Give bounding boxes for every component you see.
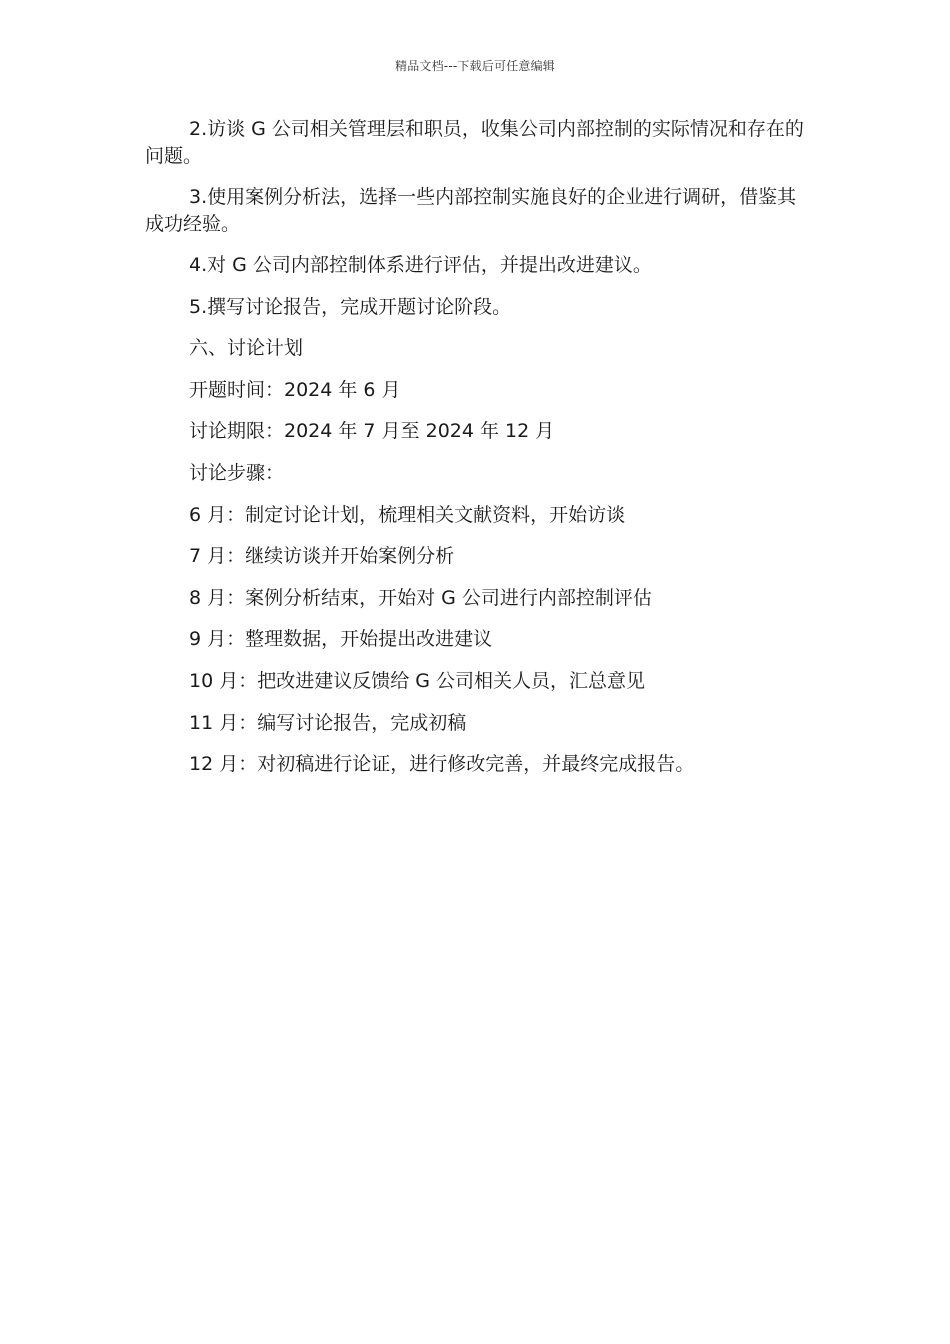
section-heading-plan: 六、讨论计划: [189, 337, 304, 360]
line-steps-label: 讨论步骤：: [189, 461, 285, 484]
step-november: 11 月：编写讨论报告，完成初稿: [189, 711, 467, 734]
page-header: 精品文档---下载后可任意编辑: [395, 59, 555, 73]
step-june: 6 月：制定讨论计划，梳理相关文献资料，开始访谈: [189, 503, 626, 526]
line-report: 5.撰写讨论报告，完成开题讨论阶段。: [189, 295, 512, 318]
paragraph-interview: 2.访谈 G 公司相关管理层和职员，收集公司内部控制的实际情况和存在的问题。: [145, 118, 804, 167]
step-september: 9 月：整理数据，开始提出改进建议: [189, 628, 493, 651]
step-december: 12 月：对初稿进行论证，进行修改完善，并最终完成报告。: [189, 753, 695, 776]
line-evaluation: 4.对 G 公司内部控制体系进行评估，并提出改进建议。: [189, 254, 652, 276]
step-august: 8 月：案例分析结束，开始对 G 公司进行内部控制评估: [189, 586, 652, 609]
line-period: 讨论期限：2024 年 7 月至 2024 年 12 月: [189, 420, 555, 443]
line-start-time: 开题时间：2024 年 6 月: [189, 378, 401, 401]
paragraph-case-study: 3.使用案例分析法，选择一些内部控制实施良好的企业进行调研，借鉴其成功经验。: [145, 186, 797, 235]
document-body: [145, 116, 805, 793]
step-july: 7 月：继续访谈并开始案例分析: [189, 545, 455, 568]
step-october: 10 月：把改进建议反馈给 G 公司相关人员，汇总意见: [189, 669, 646, 692]
